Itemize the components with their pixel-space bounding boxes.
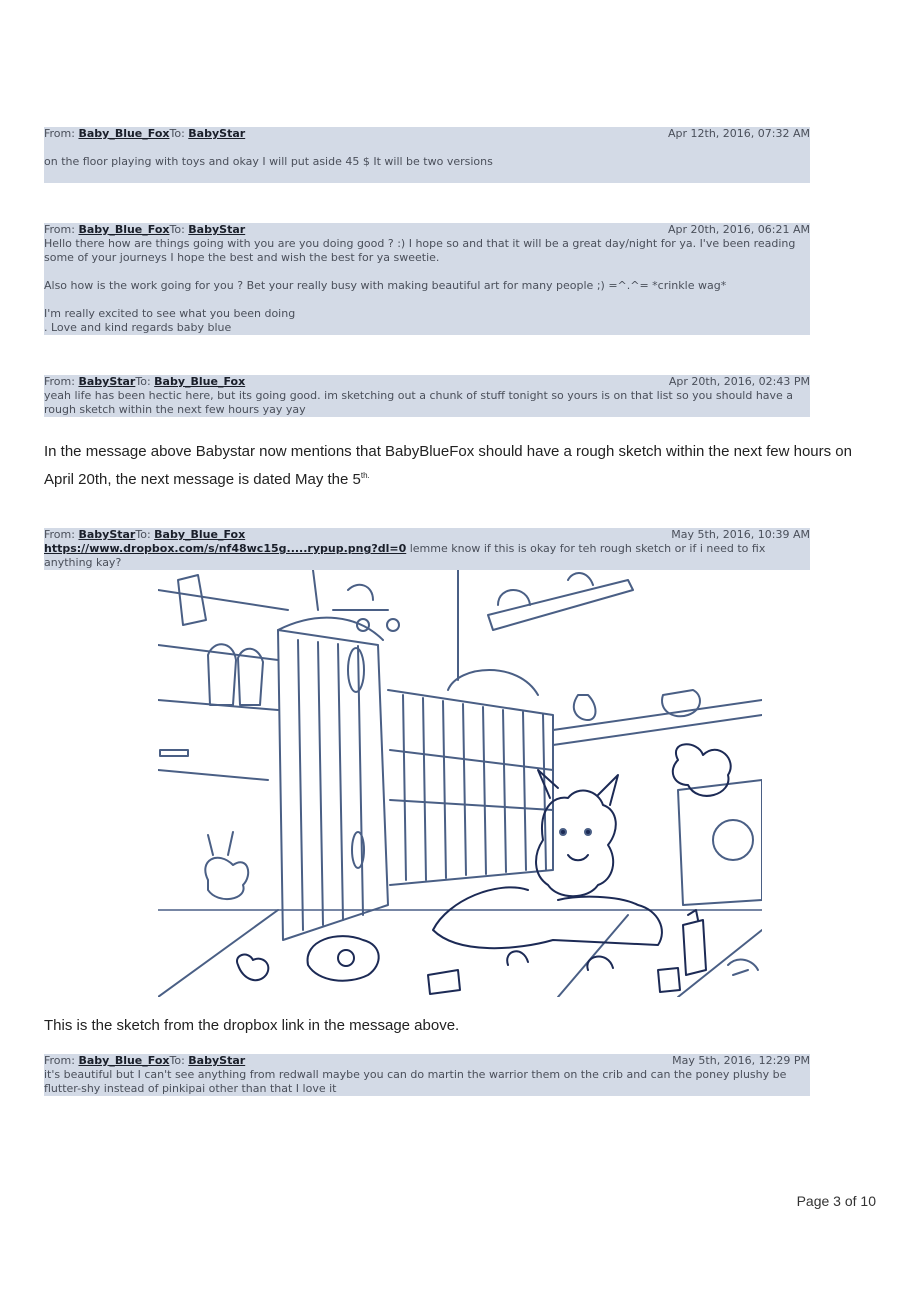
message-body [44,542,810,570]
to-label: To: [169,127,189,140]
to-label: To: [169,1054,189,1067]
message-4 [44,528,810,570]
message-3 [44,375,810,417]
recipient-link[interactable]: BabyStar [188,127,246,140]
sender-link[interactable]: Baby_Blue_Fox [78,223,170,236]
note-text: In the message above Babystar now mentions that BabyBlueFox should have a rough sketch within the next few hours on April 20th, the next message is dated May the 5 [44,443,852,488]
from-label: From: [44,223,79,236]
recipient-link[interactable]: Baby_Blue_Fox [154,528,246,541]
from-label: From: [44,528,79,541]
message-text: lemme know if this is okay for teh rough sketch or if i need to fix anything kay? [44,542,769,569]
message-date: May 5th, 2016, 12:29 PM [672,1054,810,1067]
from-label: From: [44,375,79,388]
sender-link[interactable]: BabyStar [78,528,136,541]
recipient-link[interactable]: BabyStar [188,223,246,236]
message-header [44,528,810,542]
recipient-link[interactable]: BabyStar [188,1054,246,1067]
message-date: Apr 20th, 2016, 06:21 AM [667,223,810,236]
message-header [44,375,810,389]
message-date: May 5th, 2016, 10:39 AM [671,528,810,541]
message-body: yeah life has been hectic here, but its going good. im sketching out a chunk of stuff tonight so yours is on that list so you should have a rough sketch within the next few hours yay yay [44,389,797,416]
message-header [44,223,810,237]
message-date: Apr 20th, 2016, 02:43 PM [668,375,810,388]
page-number: Page 3 of 10 [796,1193,876,1209]
note-superscript: th. [360,471,370,480]
message-header [44,127,810,141]
annotation-note [44,1014,874,1038]
nursery-sketch-image [158,570,762,997]
dropbox-link[interactable]: https://www.dropbox.com/s/nf48wc15g.....rypup.png?dl=0 [44,542,407,555]
sender-link[interactable]: Baby_Blue_Fox [78,1054,170,1067]
note-text: This is the sketch from the dropbox link in the message above. [44,1017,460,1034]
sender-link[interactable]: Baby_Blue_Fox [78,127,170,140]
sender-link[interactable]: BabyStar [78,375,136,388]
message-1 [44,127,810,183]
to-label: To: [135,375,155,388]
message-5 [44,1054,810,1096]
recipient-link[interactable]: Baby_Blue_Fox [154,375,246,388]
from-label: From: [44,1054,79,1067]
to-label: To: [169,223,189,236]
to-label: To: [135,528,155,541]
message-body: Hello there how are things going with you are you doing good ? :) I hope so and that it will be a great day/night for ya. I've been reading some of your journeys I hope the best and wish the best for ya sweetie. Also how is the work going for you ? Bet your really busy with making beautiful art for many people ;) =^.^= *crinkle wag* I'm really excited to see what you been doing . Love and kind regards baby blue [44,237,796,334]
message-body: on the floor playing with toys and okay I will put aside 45 $ It will be two versions [44,155,493,168]
from-label: From: [44,127,79,140]
message-header [44,1054,810,1068]
annotation-note [44,440,874,492]
message-date: Apr 12th, 2016, 07:32 AM [667,127,810,140]
message-body: it's beautiful but I can't see anything from redwall maybe you can do martin the warrior them on the crib and can the poney plushy be flutter-shy instead of pinkipai other than that I love it [44,1068,790,1095]
message-2 [44,223,810,335]
